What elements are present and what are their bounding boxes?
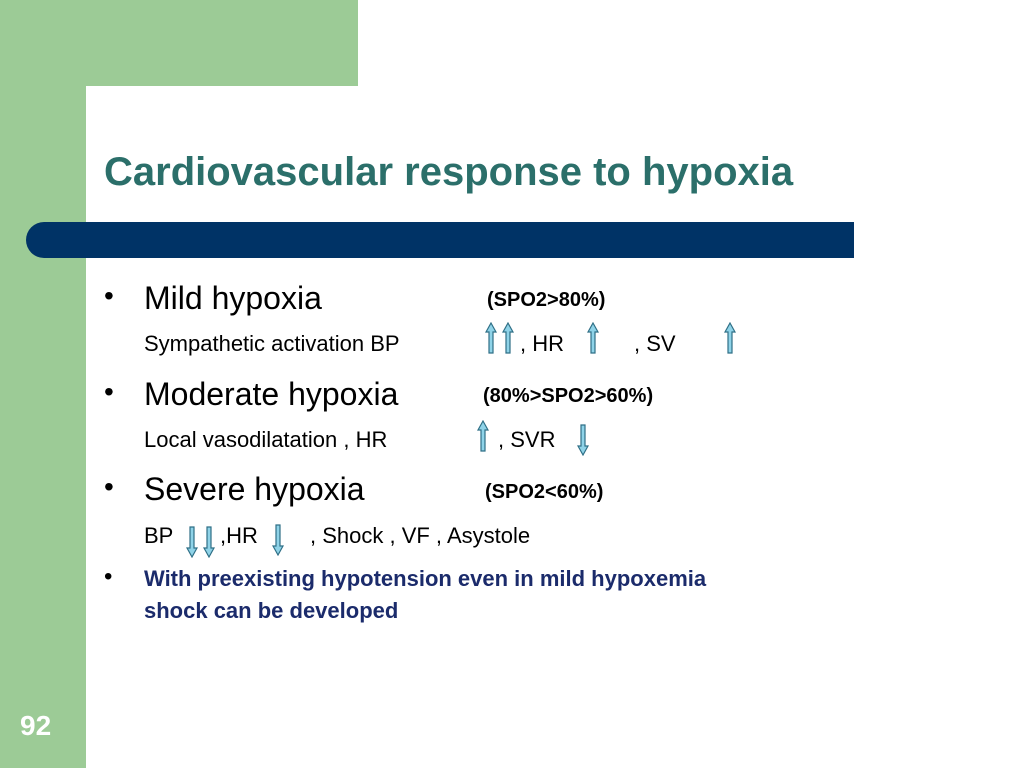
arrow-up-icon	[477, 420, 489, 452]
arrow-up-icon	[485, 322, 497, 354]
arrow-down-icon	[577, 424, 589, 456]
detail-moderate-text-2: , SVR	[498, 427, 556, 452]
bullet-icon: •	[104, 376, 114, 407]
arrow-up-icon	[587, 322, 599, 354]
arrow-up-icon	[502, 322, 514, 354]
bullet-heading-severe: Severe hypoxia	[144, 471, 365, 507]
bullet-heading-moderate: Moderate hypoxia	[144, 376, 399, 412]
bullet-icon: •	[104, 280, 114, 311]
detail-mild-text-1: Sympathetic activation BP	[144, 331, 400, 356]
page-number: 92	[20, 710, 52, 741]
bullet-icon: •	[104, 471, 114, 502]
arrow-down-icon	[186, 526, 198, 558]
spo2-range-moderate: (80%>SPO2>60%)	[483, 385, 654, 407]
note-line-1: With preexisting hypotension even in mild hypoxemia	[144, 566, 707, 591]
detail-moderate-text-1: Local vasodilatation , HR	[144, 427, 388, 452]
detail-mild-text-3: , SV	[634, 331, 676, 356]
spo2-range-severe: (SPO2<60%)	[485, 481, 604, 503]
top-decoration-band	[0, 0, 358, 86]
bullet-icon: •	[104, 563, 113, 590]
slide-title: Cardiovascular response to hypoxia	[104, 150, 794, 194]
bullet-heading-mild: Mild hypoxia	[144, 280, 322, 316]
detail-mild	[144, 331, 744, 359]
arrow-down-icon	[203, 526, 215, 558]
arrow-up-icon	[724, 322, 736, 354]
detail-severe-text-1: BP	[144, 523, 174, 548]
title-underline-bar	[26, 222, 854, 258]
detail-mild-text-2: , HR	[520, 331, 564, 356]
detail-severe-text-3: , Shock , VF , Asystole	[310, 523, 531, 548]
note-line-2: shock can be developed	[144, 598, 399, 623]
spo2-range-mild: (SPO2>80%)	[487, 289, 606, 311]
left-decoration-band	[0, 0, 86, 768]
arrow-down-icon	[272, 524, 284, 556]
detail-severe-text-2: ,HR	[220, 523, 258, 548]
